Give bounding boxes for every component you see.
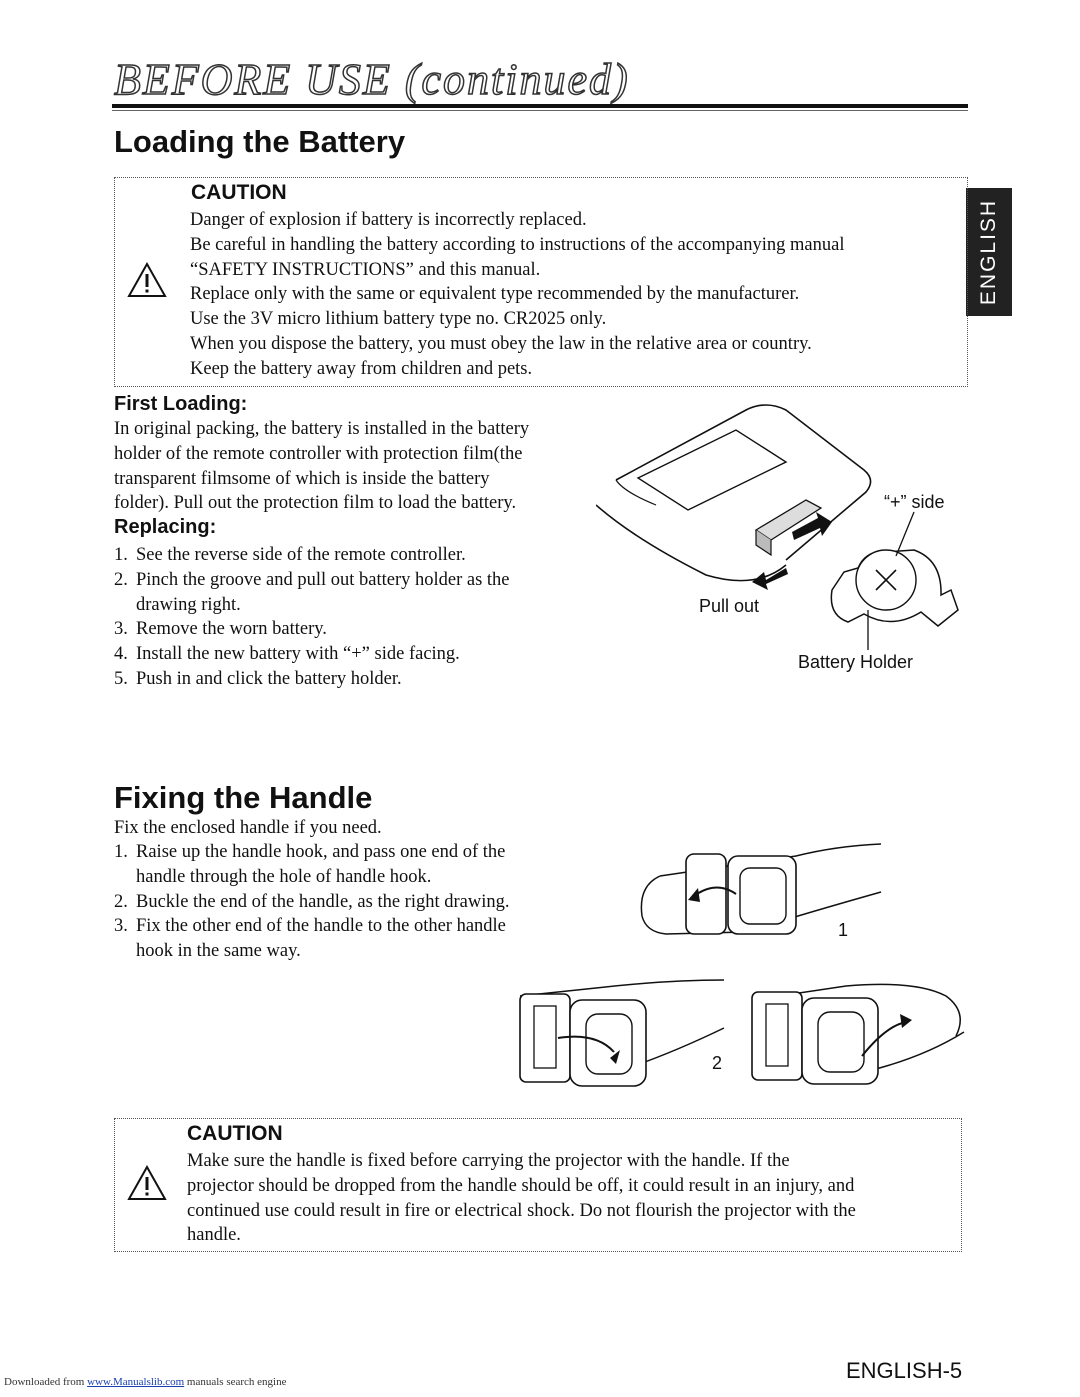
- warning-triangle-icon: [127, 262, 167, 298]
- list-item: [114, 840, 510, 865]
- step-text: Push in and click the battery holder.: [136, 668, 402, 689]
- handle-figure-step2: [516, 976, 968, 1098]
- section-title-loading-battery: Loading the Battery: [114, 124, 406, 159]
- replacing-title: Replacing:: [114, 516, 217, 538]
- list-item: [114, 865, 510, 890]
- caution-line: continued use could result in fire or electrical shock. Do not flourish the projector with the: [187, 1200, 856, 1221]
- list-item: [114, 642, 510, 667]
- caution-line: When you dispose the battery, you must obey the law in the relative area or country.: [190, 333, 812, 354]
- step-text: See the reverse side of the remote controller.: [136, 545, 466, 565]
- replacing-steps-list: [114, 543, 510, 692]
- list-item: [114, 914, 510, 939]
- list-item: [114, 568, 510, 593]
- warning-triangle-icon: [127, 1165, 167, 1201]
- battery-caution-heading: CAUTION: [191, 181, 287, 204]
- step-number: 5.: [114, 668, 128, 689]
- handle-intro-text: Fix the enclosed handle if you need.: [114, 818, 382, 838]
- caution-line: Make sure the handle is fixed before carrying the projector with the handle. If the: [187, 1151, 790, 1171]
- plus-side-label: “+” side: [884, 492, 945, 512]
- step-text: Fix the other end of the handle to the other handle: [136, 916, 506, 937]
- paragraph-line: In original packing, the battery is installed in the battery: [114, 419, 530, 439]
- step-number: 3.: [114, 619, 128, 640]
- language-side-tab: [966, 188, 1012, 316]
- figure-step-1-label: 1: [838, 920, 849, 940]
- header-rule-thin: [112, 110, 968, 111]
- step-number: [114, 593, 136, 618]
- battery-replacement-figure: [596, 400, 968, 680]
- list-item: [114, 543, 510, 568]
- caution-line: Replace only with the same or equivalent type recommended by the manufacturer.: [190, 284, 800, 305]
- list-item: [114, 939, 510, 964]
- caution-line: Danger of explosion if battery is incorrectly replaced.: [190, 210, 587, 230]
- paragraph-line: transparent filmsome of which is inside the battery: [114, 468, 490, 489]
- battery-holder-label: Battery Holder: [798, 652, 914, 672]
- caution-line: Use the 3V micro lithium battery type no. CR2025 only.: [190, 309, 607, 330]
- handle-caution-text: [187, 1149, 856, 1248]
- paragraph-line: holder of the remote controller with protection film(the: [114, 443, 523, 464]
- language-tab-label: ENGLISH: [977, 198, 1001, 306]
- footer-suffix: manuals search engine: [184, 1376, 287, 1388]
- step-text: Raise up the handle hook, and pass one end of the: [136, 842, 506, 862]
- caution-line: “SAFETY INSTRUCTIONS” and this manual.: [190, 259, 541, 280]
- handle-caution-heading: CAUTION: [187, 1122, 283, 1145]
- step-text: hook in the same way.: [136, 941, 301, 962]
- step-text: handle through the hole of handle hook.: [136, 866, 432, 887]
- pull-out-label: Pull out: [699, 596, 760, 616]
- page-header-title: BEFORE USE (continued): [114, 55, 630, 104]
- step-number: [114, 865, 136, 890]
- list-item: [114, 667, 510, 692]
- list-item: [114, 593, 510, 618]
- paragraph-line: folder). Pull out the protection film to load the battery.: [114, 493, 517, 514]
- step-number: [114, 939, 136, 964]
- page-number: ENGLISH-5: [846, 1358, 963, 1383]
- step-text: Buckle the end of the handle, as the right drawing.: [136, 891, 510, 912]
- caution-line: projector should be dropped from the handle should be off, it could result in an injury, and: [187, 1175, 855, 1196]
- footer-prefix: Downloaded from: [4, 1376, 88, 1388]
- caution-line: Keep the battery away from children and pets.: [190, 358, 533, 379]
- handle-steps-list: [114, 840, 510, 964]
- step-number: 3.: [114, 916, 128, 937]
- step-text: drawing right.: [136, 594, 241, 615]
- step-number: 1.: [114, 842, 128, 862]
- figure-step-2-label: 2: [712, 1053, 723, 1073]
- handle-caution-box: [114, 1118, 962, 1252]
- handle-figure-step1: [636, 836, 886, 948]
- step-number: 4.: [114, 644, 128, 665]
- section-title-fixing-handle: Fixing the Handle: [114, 780, 373, 815]
- battery-caution-box: [114, 177, 968, 387]
- step-text: Pinch the groove and pull out battery holder as the: [136, 569, 510, 590]
- step-number: 1.: [114, 545, 128, 565]
- step-number: 2.: [114, 569, 128, 590]
- battery-caution-text: [190, 208, 844, 382]
- first-loading-title: First Loading:: [114, 393, 248, 415]
- first-loading-text: [114, 417, 529, 516]
- caution-line: Be careful in handling the battery according to instructions of the accompanying manual: [190, 234, 845, 255]
- header-rule: [112, 104, 968, 108]
- list-item: [114, 890, 510, 915]
- manualslib-link[interactable]: www.Manualslib.com: [87, 1376, 185, 1388]
- caution-line: handle.: [187, 1225, 241, 1246]
- step-text: Remove the worn battery.: [136, 619, 327, 640]
- step-number: 2.: [114, 891, 128, 912]
- step-text: Install the new battery with “+” side facing.: [136, 644, 460, 665]
- list-item: [114, 617, 510, 642]
- download-footer: [4, 1376, 286, 1388]
